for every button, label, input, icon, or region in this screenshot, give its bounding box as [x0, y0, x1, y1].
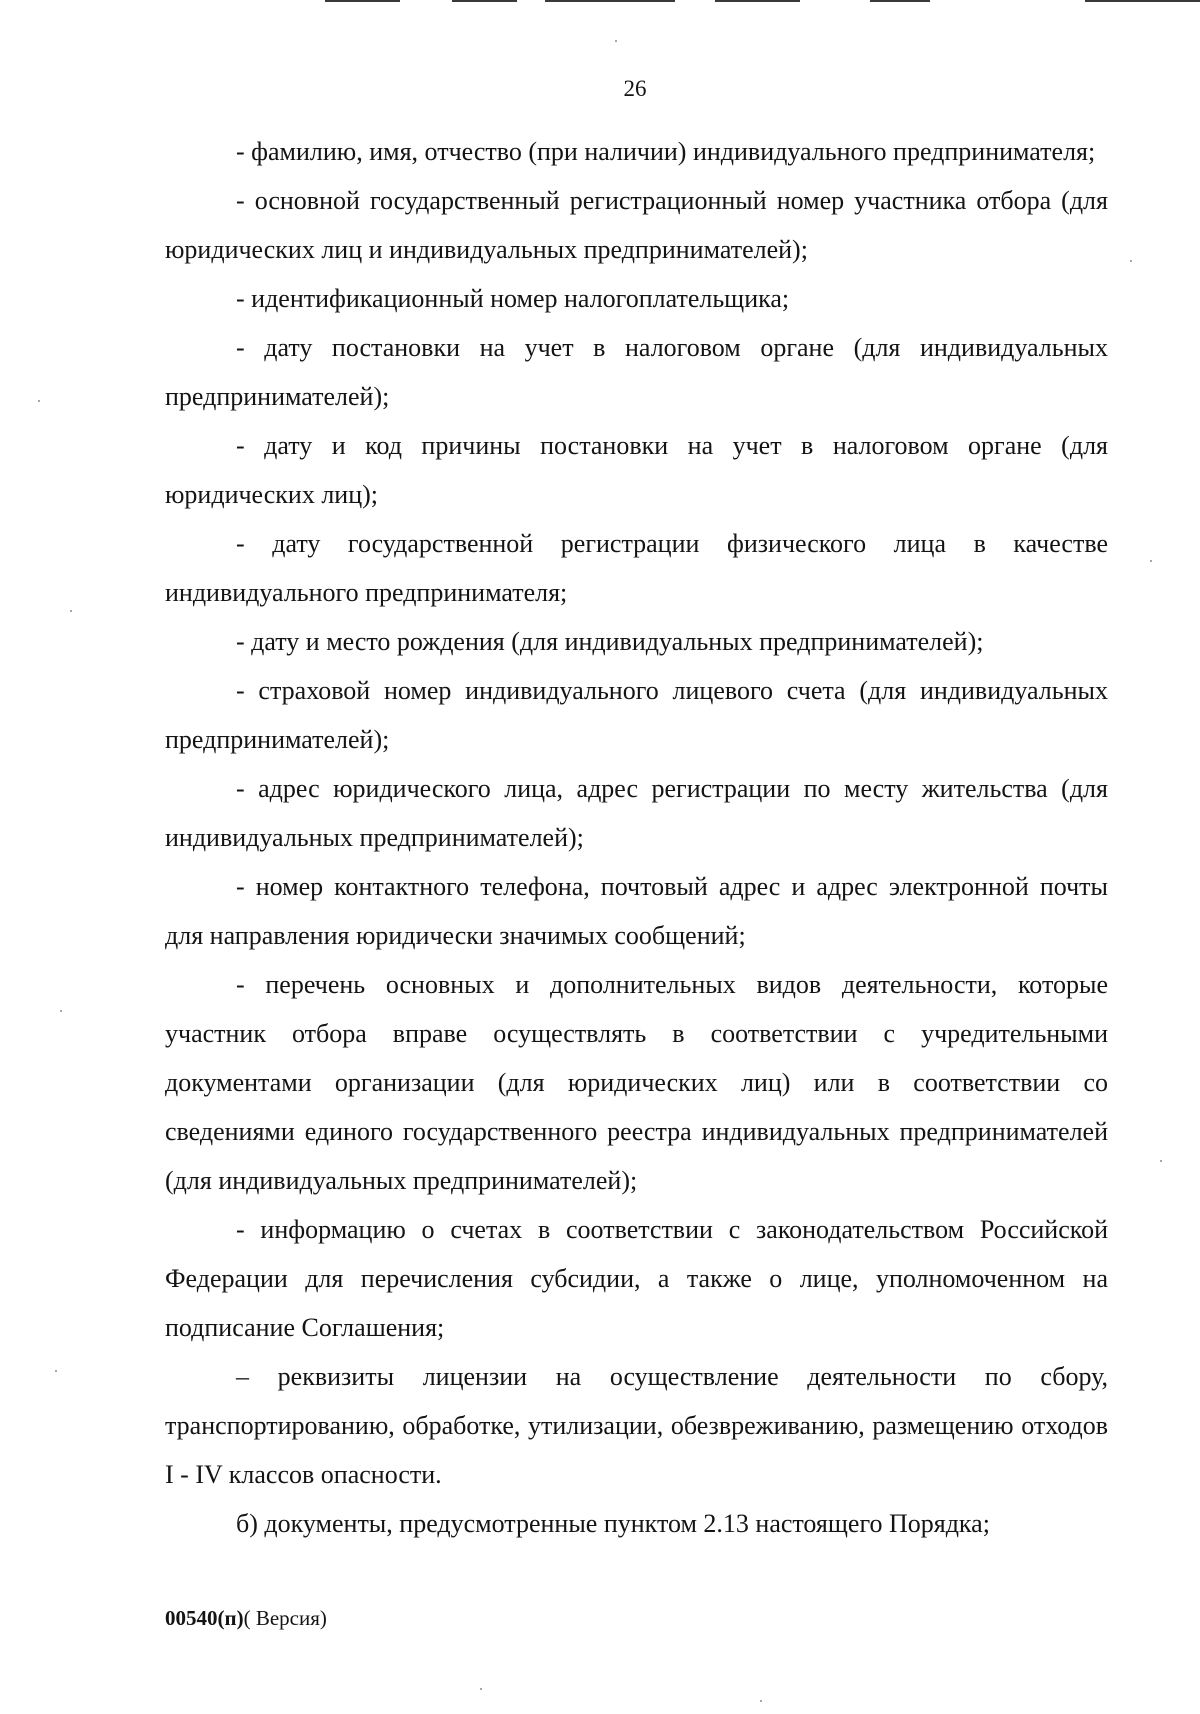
- paragraph-full-name: - фамилию, имя, отчество (при наличии) индивидуального предпринимателя;: [236, 137, 1096, 166]
- scan-edge-line: [715, 0, 800, 2]
- scan-speck: [70, 610, 72, 612]
- document-code: 00540(п): [165, 1606, 244, 1630]
- scan-speck: [480, 1688, 482, 1690]
- scan-edge-line: [452, 0, 517, 2]
- scan-speck: [38, 400, 40, 402]
- version-label: ( Версия): [243, 1606, 327, 1630]
- scan-speck: [60, 1010, 62, 1012]
- paragraph-snils: - страховой номер индивидуального лицевого счета (для индивидуальных предпринимателей);: [165, 676, 1108, 754]
- scan-edge-line: [325, 0, 400, 2]
- paragraph-kpp: - дату и код причины постановки на учет в налоговом органе (для юридических лиц);: [165, 431, 1108, 509]
- paragraph-tax-registration-date: - дату постановки на учет в налоговом органе (для индивидуальных предпринимателей);: [165, 333, 1108, 411]
- paragraph-activities: - перечень основных и дополнительных видов деятельности, которые участник отбора вправе осуществлять в соответствии с учредительными документами организации (для юридических лиц) или в соответствии со сведениями единого государственного реестра индивидуальных предпринимателей (для индивидуальных предпринимателей);: [165, 970, 1108, 1195]
- page-number: 26: [623, 76, 647, 101]
- scan-speck: [760, 1700, 762, 1702]
- scan-speck: [1130, 260, 1132, 262]
- paragraph-accounts: - информацию о счетах в соответствии с законодательством Российской Федерации для перечисления субсидии, а также о лице, уполномоченном на подписание Соглашения;: [165, 1215, 1108, 1342]
- document-version: [165, 1603, 327, 1633]
- paragraph-license: – реквизиты лицензии на осуществление деятельности по сбору, транспортированию, обработке, утилизации, обезвреживанию, размещению отходов I - IV классов опасности.: [165, 1362, 1108, 1489]
- scan-edge-line: [1085, 0, 1200, 2]
- paragraph-ogrn: - основной государственный регистрационный номер участника отбора (для юридических лиц и индивидуальных предпринимателей);: [165, 186, 1108, 264]
- document-body: [165, 127, 1108, 1548]
- scan-speck: [615, 40, 617, 42]
- scan-edge-line: [870, 0, 930, 2]
- paragraph-birth: - дату и место рождения (для индивидуальных предпринимателей);: [236, 627, 984, 656]
- paragraph-state-registration-date: - дату государственной регистрации физического лица в качестве индивидуального предпринимателя;: [165, 529, 1108, 607]
- paragraph-address: - адрес юридического лица, адрес регистрации по месту жительства (для индивидуальных предпринимателей);: [165, 774, 1108, 852]
- scan-speck: [55, 1370, 57, 1372]
- scan-edge-line: [545, 0, 675, 2]
- paragraph-inn: - идентификационный номер налогоплательщика;: [236, 284, 790, 313]
- scan-speck: [1150, 560, 1152, 562]
- scan-speck: [1160, 1160, 1162, 1162]
- paragraph-documents: б) документы, предусмотренные пунктом 2.13 настоящего Порядка;: [236, 1509, 990, 1538]
- paragraph-contacts: - номер контактного телефона, почтовый адрес и адрес электронной почты для направления юридически значимых сообщений;: [165, 872, 1108, 950]
